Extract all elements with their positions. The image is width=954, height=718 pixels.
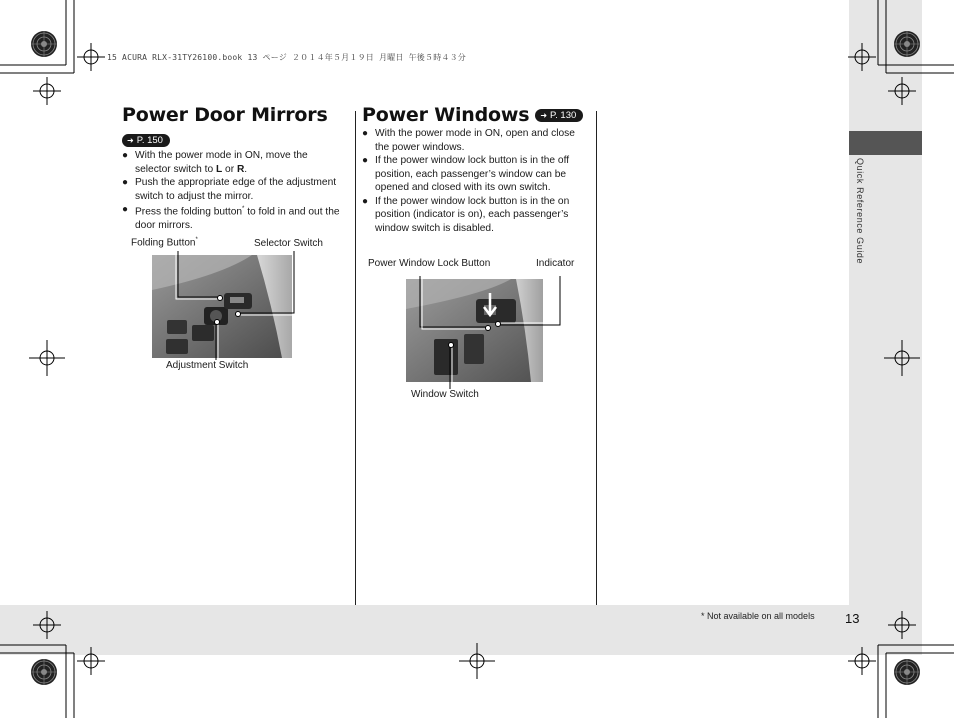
bullet-icon: ●: [362, 195, 369, 207]
caption-lock-button: Power Window Lock Button: [368, 258, 491, 269]
mirrors-title: Power Door Mirrors: [122, 104, 328, 126]
list-item: ● With the power mode in ON, open and close the power windows.: [362, 128, 575, 153]
print-header: 15 ACURA RLX-31TY26100.book 13 ページ ２０１４年５月１９日 月曜日 午後５時４３分: [107, 53, 466, 62]
bullet-icon: ●: [362, 128, 369, 139]
caption-adjustment-switch: Adjustment Switch: [166, 360, 249, 371]
bullet-icon: ●: [362, 155, 369, 166]
windows-page-ref[interactable]: ➜ P. 130: [535, 109, 583, 122]
list-item: ● Press the folding button* to fold in and out the door mirrors.: [122, 204, 340, 231]
list-item: ● With the power mode in ON, move the selector switch to L or R.: [122, 150, 308, 175]
list-item: ● Push the appropriate edge of the adjustment switch to adjust the mirror.: [122, 177, 337, 202]
page-number: 13: [845, 611, 860, 626]
side-tab-label: Quick Reference Guide: [855, 158, 865, 265]
bullet-icon: ●: [122, 204, 129, 215]
footnote: * Not available on all models: [701, 611, 815, 621]
arrow-right-icon: ➜: [540, 110, 548, 120]
caption-indicator: Indicator: [536, 258, 575, 269]
bullet-icon: ●: [122, 150, 129, 161]
list-item: ● If the power window lock button is in the on position (indicator is on), each passenger’s window switch is disabled.: [362, 195, 570, 234]
bullet-icon: ●: [122, 177, 129, 188]
mirrors-page-ref[interactable]: ➜ P. 150: [122, 132, 170, 150]
arrow-right-icon: ➜: [127, 136, 134, 146]
caption-selector-switch: Selector Switch: [254, 238, 323, 249]
list-item: ● If the power window lock button is in the off position, each passenger’s window can be opened and closed with its own switch.: [362, 155, 570, 193]
windows-title: Power Windows: [362, 104, 530, 126]
caption-folding-button: Folding Button*: [131, 237, 198, 249]
caption-window-switch: Window Switch: [411, 389, 479, 400]
